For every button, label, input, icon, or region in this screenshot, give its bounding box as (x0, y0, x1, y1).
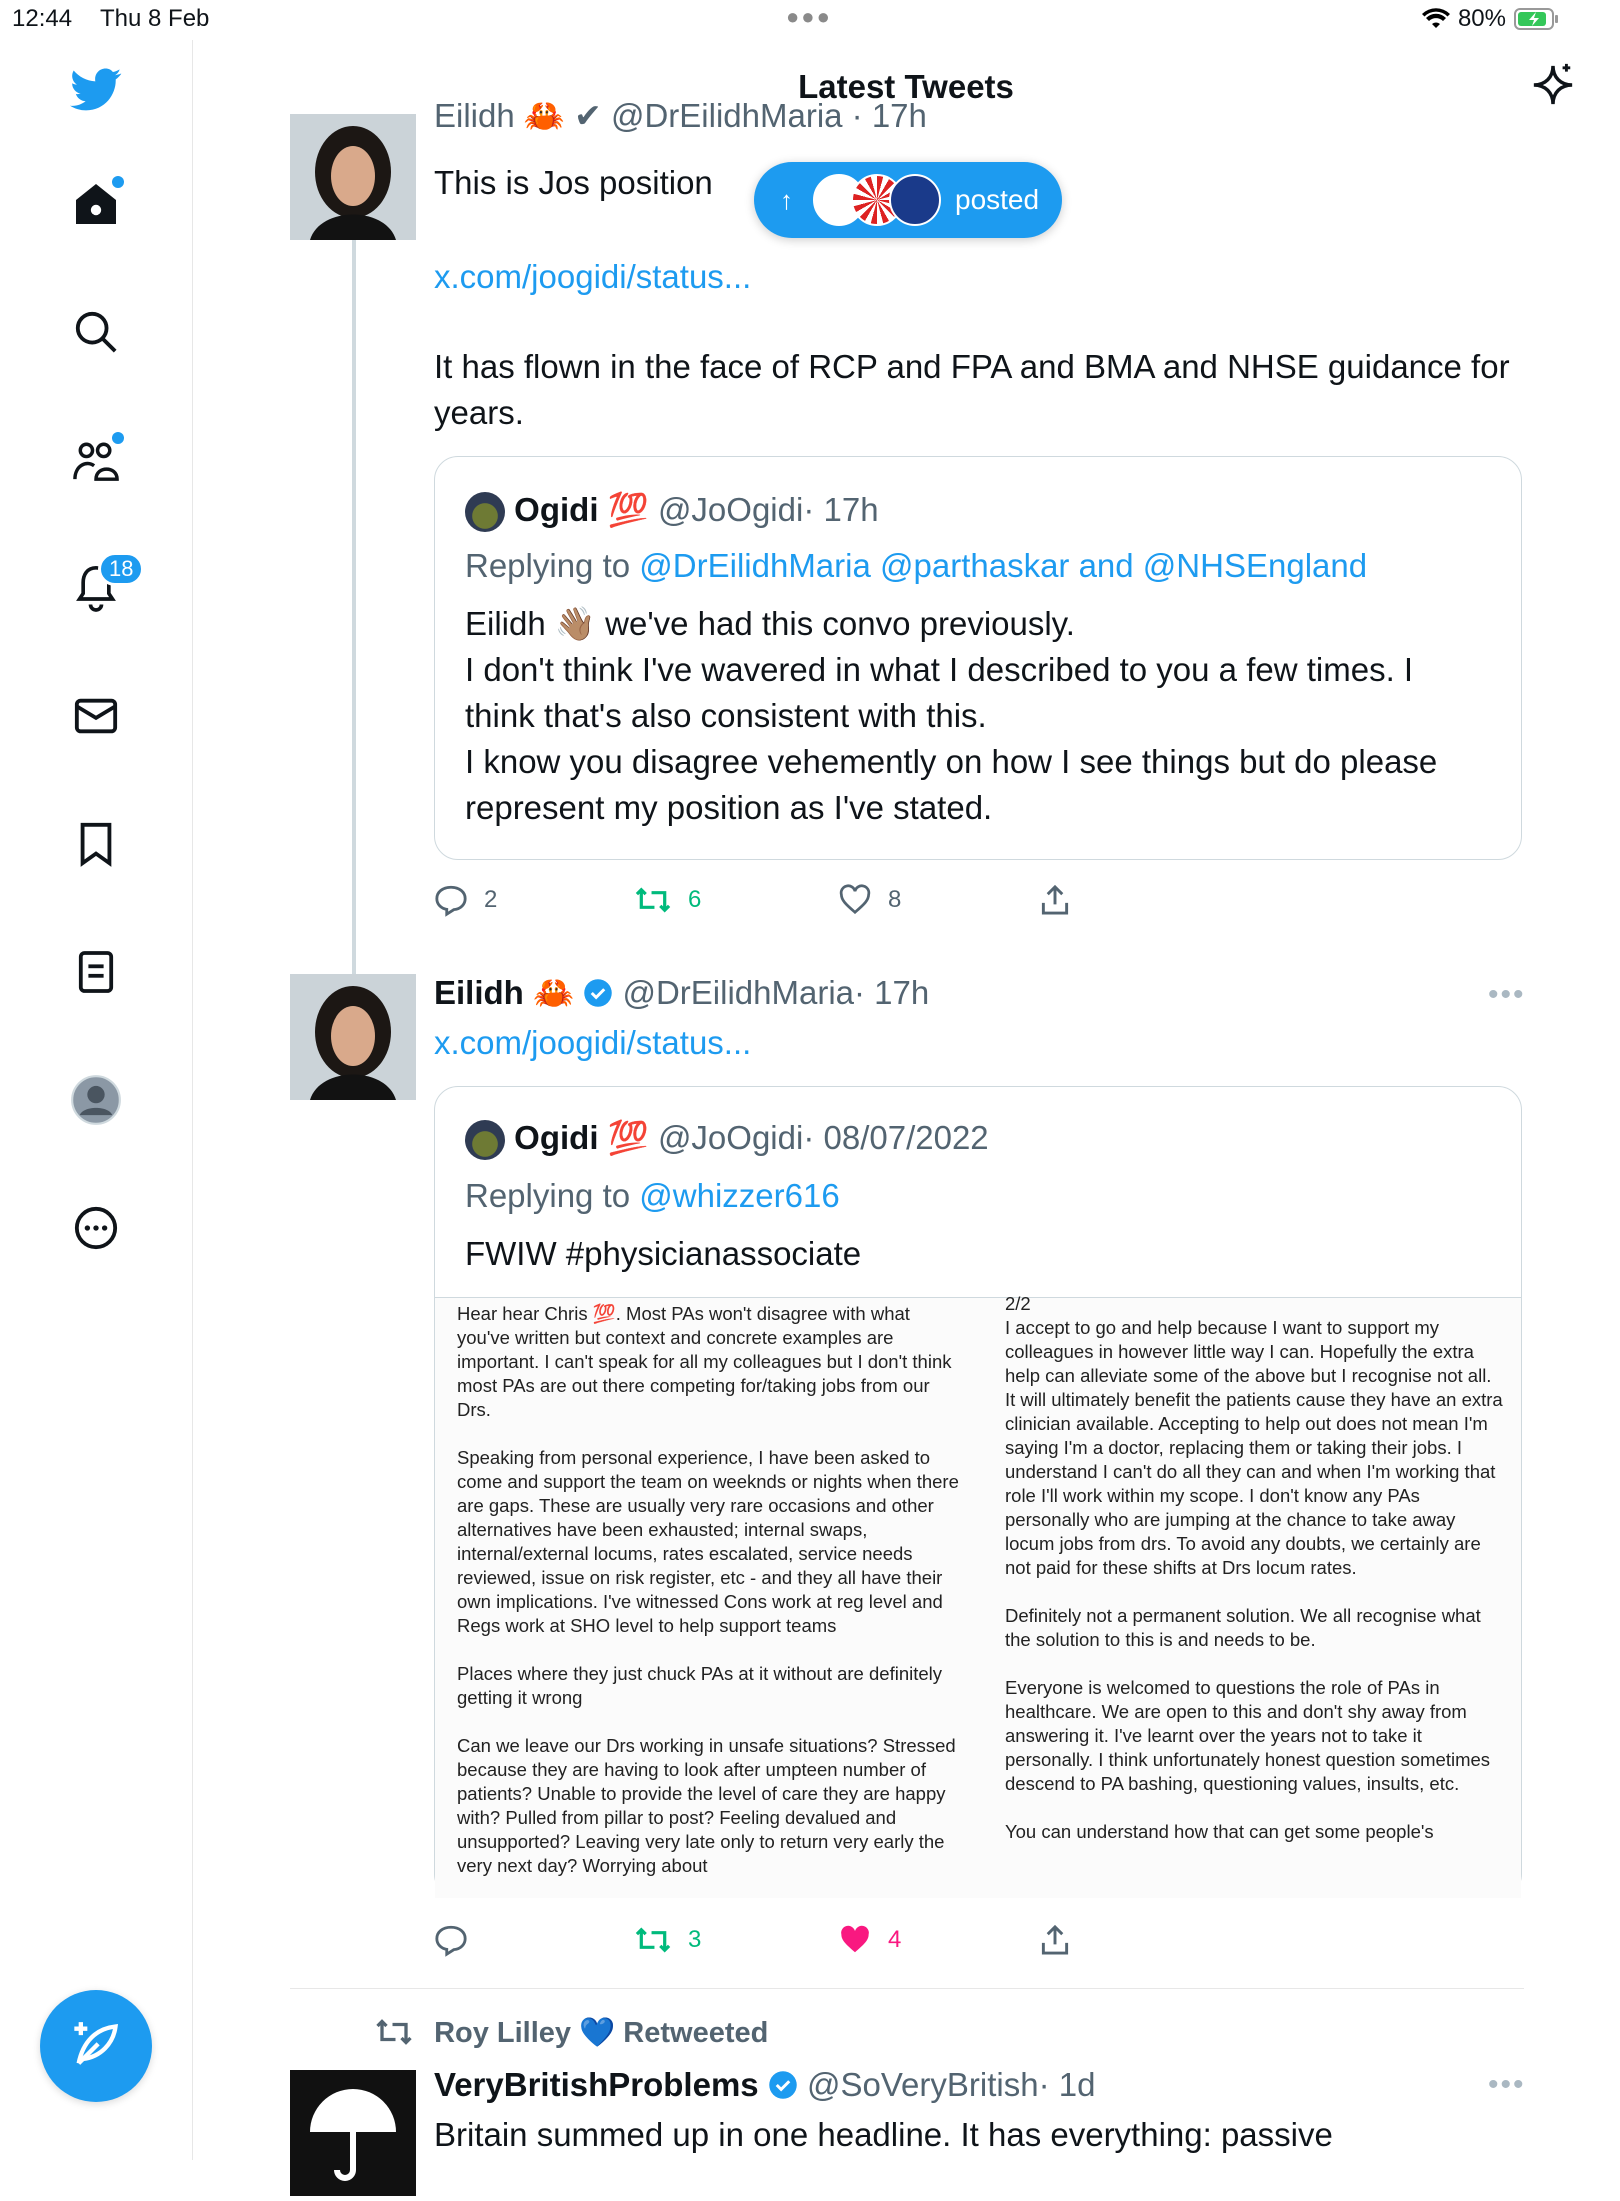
image-text-right: 2/2 I accept to go and help because I want to support my colleagues in however little way I can. Hopefully the extra help can alleviate some of the above but I recognise not all. It will ultimately benefit the patients cause they have an extra clinician available. Accepting to help out does not mean I'm saying I'm a doctor, replacing them or taking their jobs. I understand I can't do all they can and when I'm working that role I'll work within my scope. I don't know any PAs personally who are jumping at the chance to take away locum jobs from drs. To avoid any doubts, we certainly are not paid for these shifts at Drs locum rates. Definitely not a permanent solution. We all recognise what the solution to this is and needs to be. Everyone is welcomed to questions the role of PAs in healthcare. We are open to this and don't shy away from answering it. I've learnt over the years not to take it personally. I think unfortunately honest question sometimes descend to PA bashing, questioning values, insults, etc. You can understand how that can get some people's (1005, 1293, 1503, 1842)
quoted-tweet[interactable] (434, 456, 1522, 860)
image-text-left: Hear hear Chris 💯. Most PAs won't disagree with what you've written but context and concrete examples are important. I can't speak for all my colleagues but I don't think most PAs are out there competing for/taking jobs from our Drs. Speaking from personal experience, I have been asked to come and support the team on weeknds or nights when there are gaps. These are usually very rare occasions and other alternatives have been exhausted; internal swaps, internal/external locums, rates escalated, service needs reviewed, issue on risk register, etc - and they all have their own implications. I've witnessed Cons work at reg level and Regs work at SHO level to help support teams Places where they just chuck PAs at it without are definitely getting it wrong Can we leave our Drs working in unsafe situations? Stressed because they are having to look after umpteen number of patients? Unable to provide the level of care they are happy with? Pulled from pillar to post? Feeling devalued and unsupported? Leaving very late only to return very early the very next day? Worrying about (457, 1303, 959, 1876)
compose-button[interactable] (40, 1990, 152, 2102)
retweet-button[interactable] (634, 1925, 701, 1955)
compose-icon (70, 2020, 122, 2072)
hundred-emoji: 💯 (607, 1119, 649, 1156)
like-icon (838, 1925, 872, 1955)
status-battery (1422, 5, 1560, 33)
pill-label: posted (955, 184, 1040, 215)
home-unread-dot (112, 176, 124, 188)
bookmark-icon[interactable] (68, 816, 124, 872)
replying-to-handles[interactable]: @whizzer616 (639, 1177, 840, 1214)
reply-button[interactable] (434, 1924, 468, 1956)
reply-icon (434, 1924, 468, 1956)
retweeter-name[interactable]: Roy Lilley (434, 2017, 572, 2049)
pill-avatar (889, 174, 941, 226)
sparkle-icon[interactable] (1530, 62, 1576, 113)
replying-to (465, 543, 1367, 589)
new-posts-pill[interactable] (754, 162, 1062, 238)
more-icon[interactable] (68, 1200, 124, 1256)
quoted-tweet[interactable] (434, 1086, 1522, 1898)
tweet-actions (434, 1920, 1114, 1960)
author-handle[interactable]: @SoVeryBritish (806, 2066, 1039, 2103)
quote-body: Eilidh 👋🏽 we've had this convo previously. I don't think I've wavered in what I described to you a few times. I think that's also consistent with this. I know you disagree vehemently on how I see things but do please represent my position as I've stated. (465, 605, 1438, 826)
retweeted-label: Retweeted (623, 2017, 769, 2049)
divider (290, 1988, 1524, 1989)
partial-tweet-header (434, 97, 1034, 148)
retweeted-by (374, 2016, 768, 2050)
retweet-button[interactable] (634, 885, 701, 915)
status-date: Thu 8 Feb (100, 5, 210, 32)
share-icon (1040, 1924, 1070, 1956)
tweet-actions (434, 880, 1114, 920)
status-bar (0, 0, 1620, 40)
avatar (465, 492, 505, 532)
page-title: Latest Tweets (798, 68, 1014, 105)
tweet-time: · 17h (854, 974, 930, 1011)
replying-to (465, 1173, 840, 1219)
quote-header (465, 1115, 989, 1161)
verified-icon (583, 978, 613, 1008)
quote-time: · 08/07/2022 (803, 1119, 989, 1156)
status-time: 12:44 (12, 5, 73, 32)
quote-author-name: Ogidi (514, 491, 599, 528)
retweet-icon (634, 885, 672, 915)
quote-header (465, 487, 879, 533)
home-icon[interactable] (68, 176, 124, 232)
avatar[interactable] (290, 114, 416, 240)
multitask-dots-icon[interactable]: ●●● (786, 4, 832, 29)
communities-unread-dot (112, 432, 124, 444)
tweet-text: It has flown in the face of RCP and FPA and BMA and NHSE guidance for years. (434, 348, 1510, 431)
like-button[interactable] (838, 1925, 901, 1955)
wifi-icon (1422, 8, 1450, 30)
like-count: 4 (888, 1926, 902, 1953)
avatar[interactable] (290, 974, 416, 1100)
share-icon (1040, 884, 1070, 916)
replying-prefix: Replying to (465, 547, 631, 584)
quote-time: · 17h (803, 491, 879, 528)
more-options-icon[interactable]: ••• (1488, 978, 1526, 1011)
communities-icon[interactable] (68, 432, 124, 488)
twitter-logo-icon[interactable] (68, 62, 124, 118)
quote-handle: @JoOgidi (657, 491, 804, 528)
search-icon[interactable] (68, 304, 124, 360)
thread-line (352, 240, 356, 975)
tweet-text: This is Jos position (434, 164, 713, 201)
replying-prefix: Replying to (465, 1177, 631, 1214)
replying-to-handles[interactable]: @DrEilidhMaria @parthaskar and @NHSEngland (639, 547, 1368, 584)
heart-emoji: 💙 (579, 2017, 616, 2049)
avatar (465, 1120, 505, 1160)
tweet-time: · 1d (1038, 2066, 1096, 2103)
more-options-icon[interactable]: ••• (1488, 2068, 1526, 2101)
reply-icon (434, 884, 468, 916)
reply-button[interactable] (434, 884, 497, 916)
lists-icon[interactable] (68, 944, 124, 1000)
hundred-emoji: 💯 (607, 491, 649, 528)
retweet-count: 6 (688, 886, 702, 913)
verified-icon (768, 2070, 798, 2100)
arrow-up-icon: ↑ (780, 184, 793, 215)
battery-percent: 80% (1457, 5, 1506, 32)
crab-emoji: 🦀 (533, 974, 575, 1011)
tweet-link[interactable]: x.com/joogidi/status... (434, 258, 752, 295)
tweet-link[interactable]: x.com/joogidi/status... (434, 1024, 752, 1061)
avatar[interactable] (290, 2070, 416, 2196)
like-count: 8 (888, 886, 902, 913)
author-name[interactable]: VeryBritishProblems (434, 2066, 759, 2103)
mail-icon[interactable] (68, 688, 124, 744)
partial-header-text: Eilidh 🦀 ✔ @DrEilidhMaria · 17h (434, 97, 927, 134)
reply-count: 2 (484, 886, 498, 913)
share-button[interactable] (1040, 1924, 1070, 1956)
quote-body: FWIW #physicianassociate (465, 1235, 862, 1272)
quote-handle: @JoOgidi (657, 1119, 804, 1156)
tweet-header (434, 2062, 1095, 2108)
author-name[interactable]: Eilidh (434, 974, 524, 1011)
like-icon (838, 885, 872, 915)
retweet-icon (374, 2017, 414, 2047)
share-button[interactable] (1040, 884, 1070, 916)
retweet-count: 3 (688, 1926, 702, 1953)
attached-image[interactable] (435, 1293, 1521, 1898)
retweet-icon (634, 1925, 672, 1955)
profile-icon[interactable] (68, 1072, 124, 1128)
tweet-header (434, 970, 929, 1016)
tweet-text: Britain summed up in one headline. It has everything: passive (434, 2116, 1333, 2153)
notification-badge: 18 (98, 552, 144, 586)
bell-icon[interactable] (68, 556, 134, 616)
quote-author-name: Ogidi (514, 1119, 599, 1156)
author-handle[interactable]: @DrEilidhMaria (622, 974, 855, 1011)
battery-icon (1514, 7, 1560, 31)
like-button[interactable] (838, 885, 901, 915)
